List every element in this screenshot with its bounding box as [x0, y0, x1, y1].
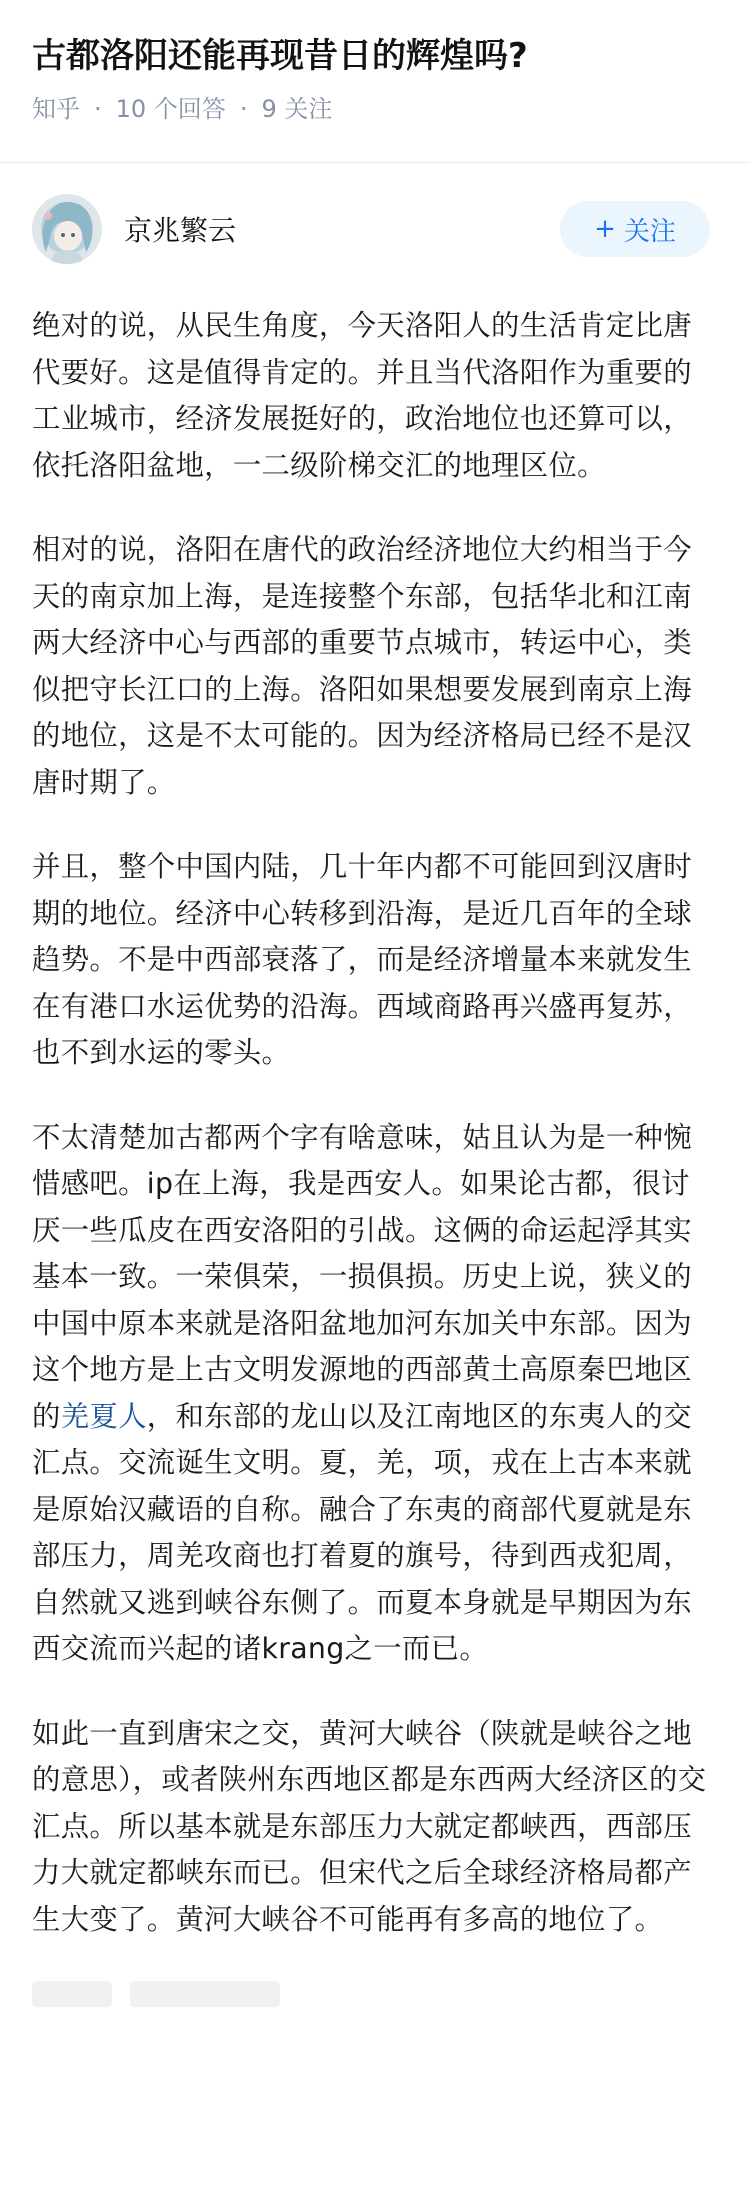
meta-separator: · [239, 95, 248, 123]
answer-paragraph: 绝对的说，从民生角度，今天洛阳人的生活肯定比唐代要好。这是值得肯定的。并且当代洛阳作为重要的工业城市，经济发展挺好的，政治地位也还算可以，依托洛阳盆地，一二级阶梯交汇的地理区位。 [32, 309, 692, 482]
author-row [0, 163, 750, 265]
faded-footer [32, 1981, 718, 2007]
answer-count[interactable]: 10 个回答 [115, 95, 226, 123]
question-meta [32, 92, 718, 126]
keyword-link[interactable]: 羌夏人 [60, 1399, 147, 1433]
footer-placeholder [32, 1981, 112, 2007]
meta-separator: · [94, 95, 102, 123]
answer-paragraph: 并且，整个中国内陆，几十年内都不可能回到汉唐时期的地位。经济中心转移到沿海，是近几百年的全球趋势。不是中西部衰落了，而是经济增量本来就发生在有港口水运优势的沿海。西域商路再兴盛再复苏，也不到水运的零头。 [32, 850, 692, 1069]
source-label[interactable]: 知乎 [32, 95, 80, 123]
plus-icon: + [594, 214, 616, 244]
follow-label: 关注 [623, 216, 676, 247]
author-name[interactable]: 京兆繁云 [124, 214, 237, 247]
answer-text: ，和东部的龙山以及江南地区的东夷人的交汇点。交流诞生文明。夏，羌，项，戎在上古本来就是原始汉藏语的自称。融合了东夷的商部代夏就是东部压力，周羌攻商也打着夏的旗号，待到西戎犯周，自然就又逃到峡谷东侧了。而夏本身就是早期因为东西交流而兴起的诸krang之一而已。 [32, 1399, 692, 1665]
question-title[interactable]: 古都洛阳还能再现昔日的辉煌吗? [32, 36, 528, 76]
anime-girl-avatar-icon [32, 194, 102, 264]
question-header [0, 0, 750, 126]
answer-text: 不太清楚加古都两个字有啥意味，姑且认为是一种惋惜感吧。ip在上海，我是西安人。如果论古都，很讨厌一些瓜皮在西安洛阳的引战。这俩的命运起浮其实基本一致。一荣俱荣，一损俱损。历史上说，狭义的中国中原本来就是洛阳盆地加河东加关中东部。因为这个地方是上古文明发源地的西部黄土高原秦巴地区的 [32, 1120, 692, 1433]
follow-count: 9 关注 [261, 95, 333, 123]
answer-paragraph: 相对的说，洛阳在唐代的政治经济地位大约相当于今天的南京加上海，是连接整个东部，包括华北和江南两大经济中心与西部的重要节点城市，转运中心，类似把守长江口的上海。洛阳如果想要发展到南京上海的地位，这是不太可能的。因为经济格局已经不是汉唐时期了。 [32, 533, 692, 799]
follow-button[interactable] [560, 201, 710, 257]
answer-body [0, 303, 750, 1943]
answer-paragraph: 如此一直到唐宋之交，黄河大峡谷（陕就是峡谷之地的意思），或者陕州东西地区都是东西两大经济区的交汇点。所以基本就是东部压力大就定都峡西，西部压力大就定都峡东而已。但宋代之后全球经济格局都产生大变了。黄河大峡谷不可能再有多高的地位了。 [32, 1716, 707, 1936]
avatar[interactable] [32, 194, 102, 264]
footer-placeholder [130, 1981, 280, 2007]
answer-paragraph [32, 1115, 714, 1673]
